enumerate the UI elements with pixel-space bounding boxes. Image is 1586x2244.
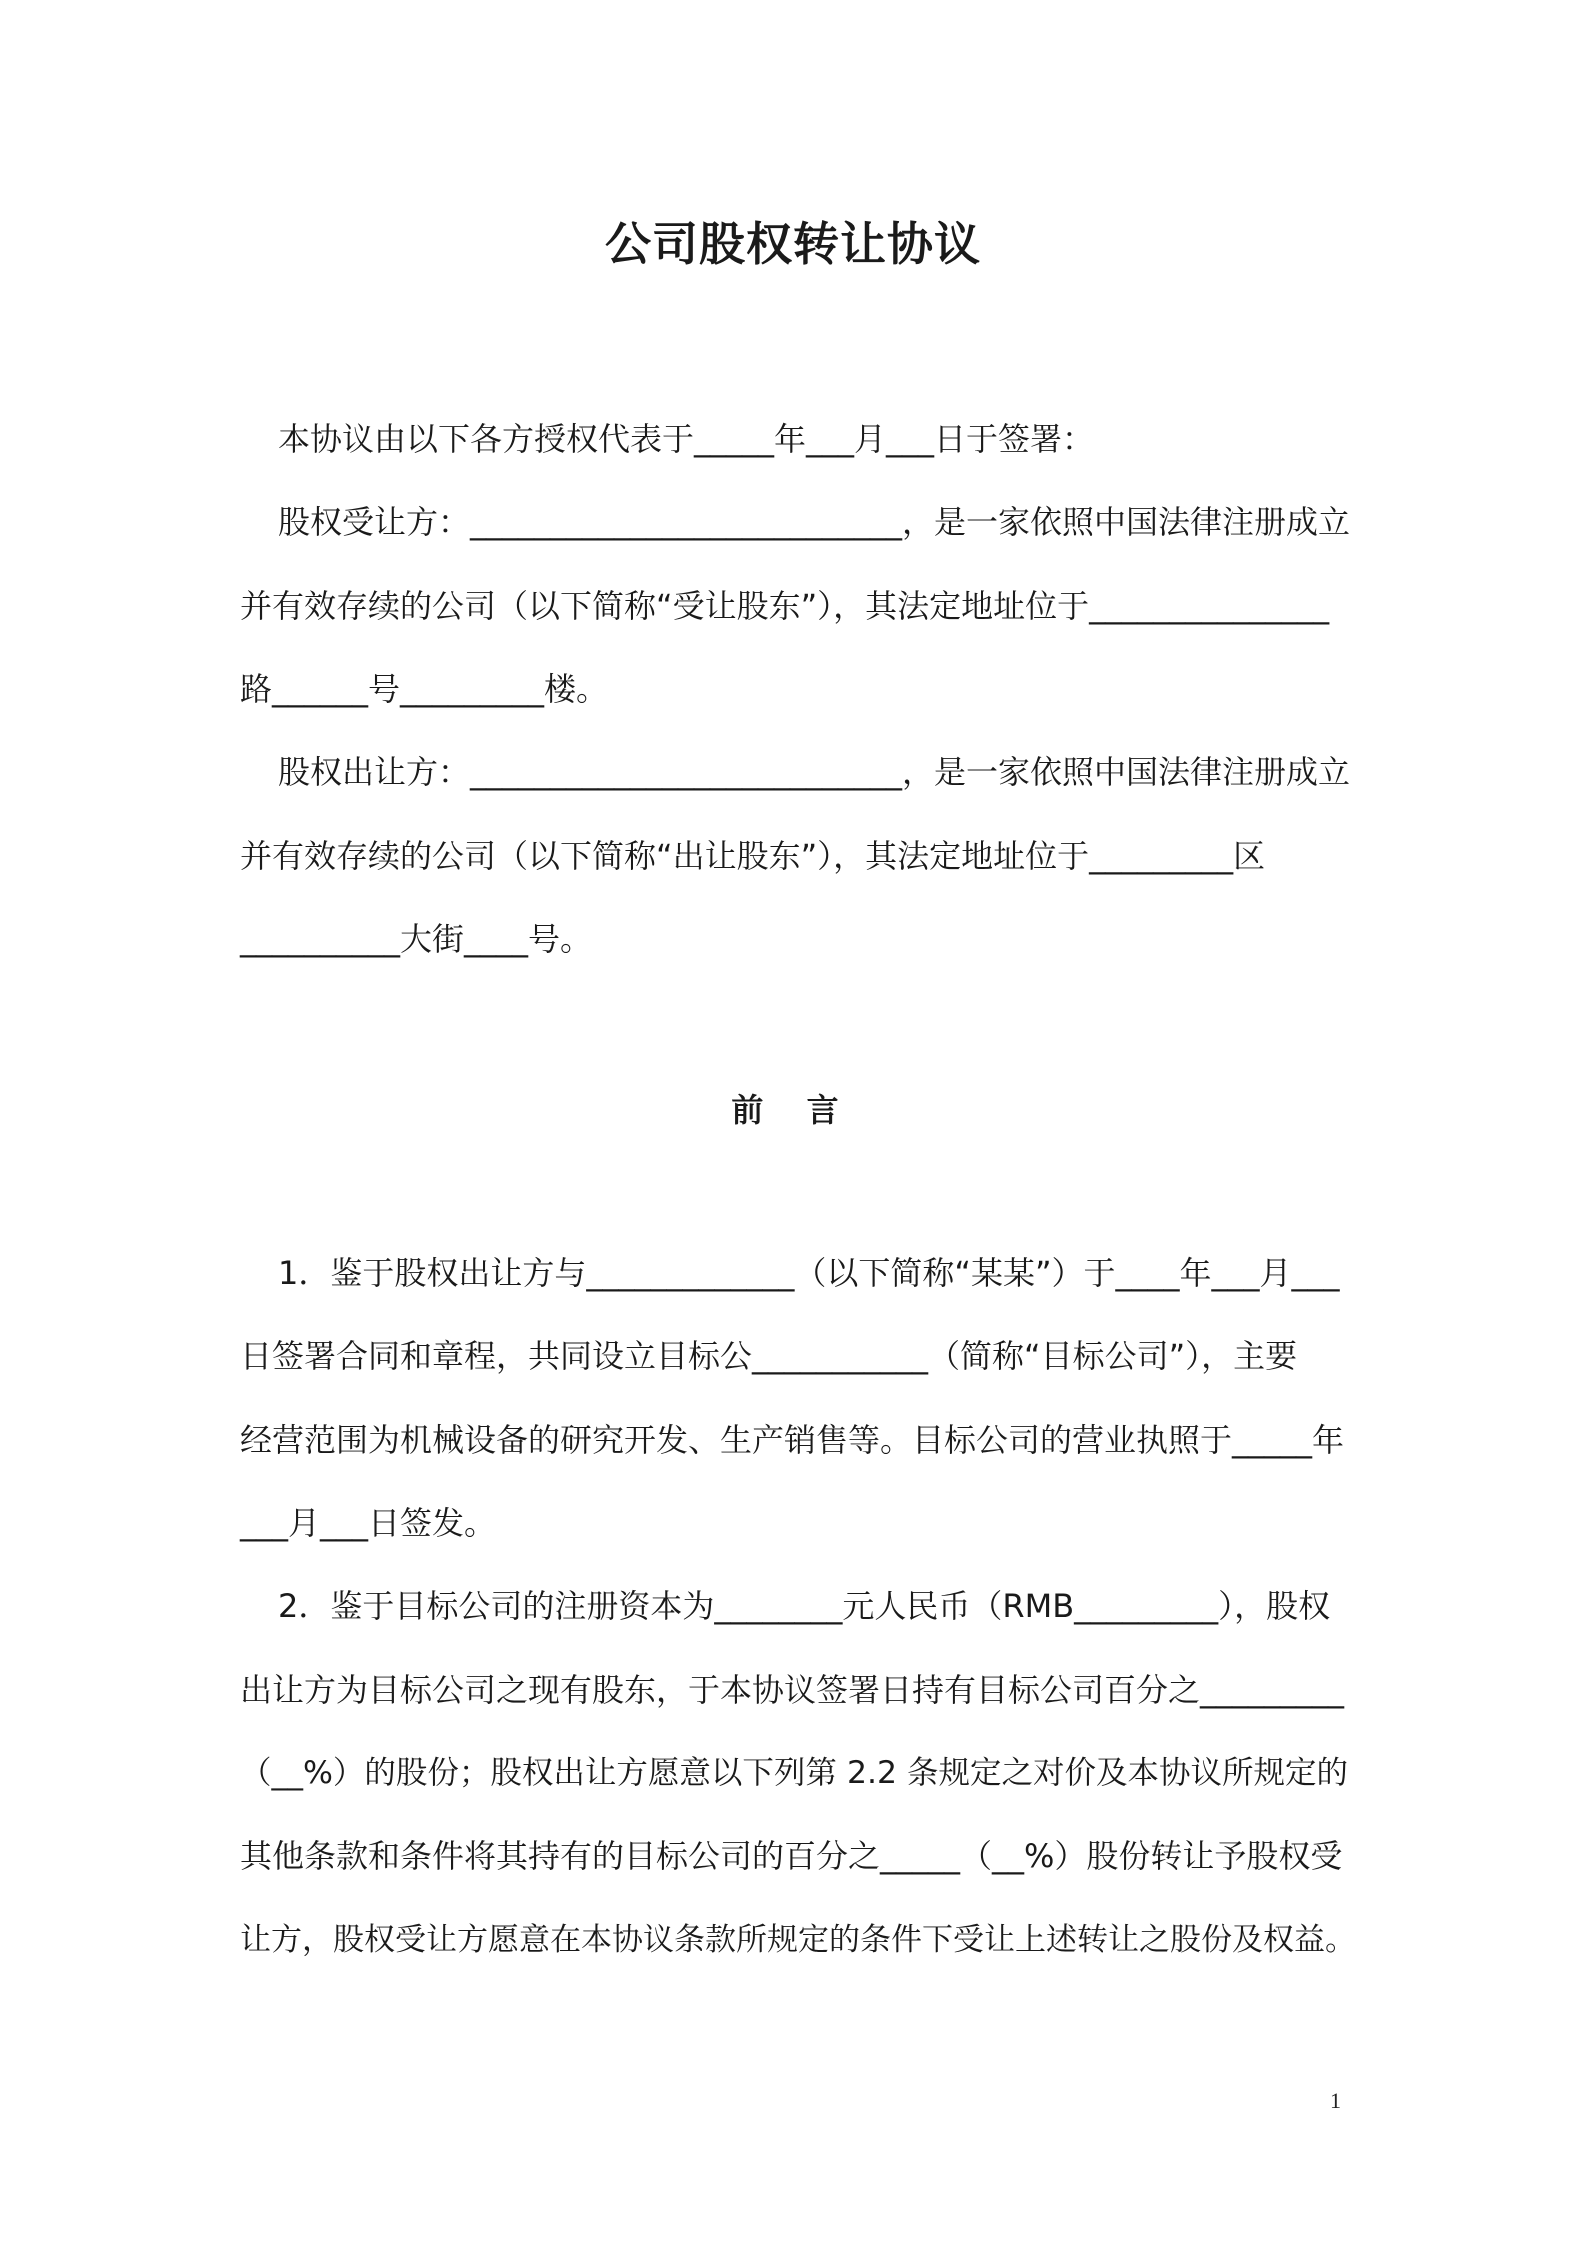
intro-line-transferee-address: 并有效存续的公司（以下简称“受让股东”），其法定地址位于_______________ [240, 587, 1330, 625]
intro-line-transferee-address-cont: 路______号_________楼。 [240, 670, 609, 708]
preamble-line-3: 经营范围为机械设备的研究开发、生产销售等。目标公司的营业执照于_____年 [240, 1421, 1345, 1459]
section-heading-preamble: 前 言 [731, 1091, 855, 1129]
intro-line-transferor-address-cont: __________大街____号。 [240, 920, 593, 958]
intro-line-transferor: 股权出让方：___________________________，是一家依照中国法律注册成立 [278, 753, 1351, 791]
intro-line-signing-date: 本协议由以下各方授权代表于_____年___月___日于签署： [278, 420, 1095, 458]
document-title: 公司股权转让协议 [605, 217, 981, 271]
preamble-line-8: 其他条款和条件将其持有的目标公司的百分之_____（__%）股份转让予股权受 [240, 1837, 1343, 1875]
preamble-line-7: （__%）的股份；股权出让方愿意以下列第 2.2 条规定之对价及本协议所规定的 [240, 1755, 1349, 1791]
preamble-line-1: 1．鉴于股权出让方与_____________（以下简称“某某”）于____年___月___ [278, 1254, 1340, 1292]
preamble-line-9: 让方，股权受让方愿意在本协议条款所规定的条件下受让上述转让之股份及权益。 [240, 1922, 1356, 1958]
preamble-line-2: 日签署合同和章程，共同设立目标公___________（简称“目标公司”），主要 [240, 1337, 1298, 1375]
preamble-line-6: 出让方为目标公司之现有股东，于本协议签署日持有目标公司百分之_________ [240, 1671, 1345, 1709]
intro-line-transferee: 股权受让方：___________________________，是一家依照中国法律注册成立 [278, 503, 1351, 541]
page-number: 1 [1330, 2088, 1341, 2113]
preamble-line-5: 2．鉴于目标公司的注册资本为________元人民币（RMB_________），股权 [278, 1587, 1331, 1625]
intro-line-transferor-address: 并有效存续的公司（以下简称“出让股东”），其法定地址位于_________区 [240, 837, 1266, 875]
preamble-line-4: ___月___日签发。 [240, 1504, 497, 1542]
